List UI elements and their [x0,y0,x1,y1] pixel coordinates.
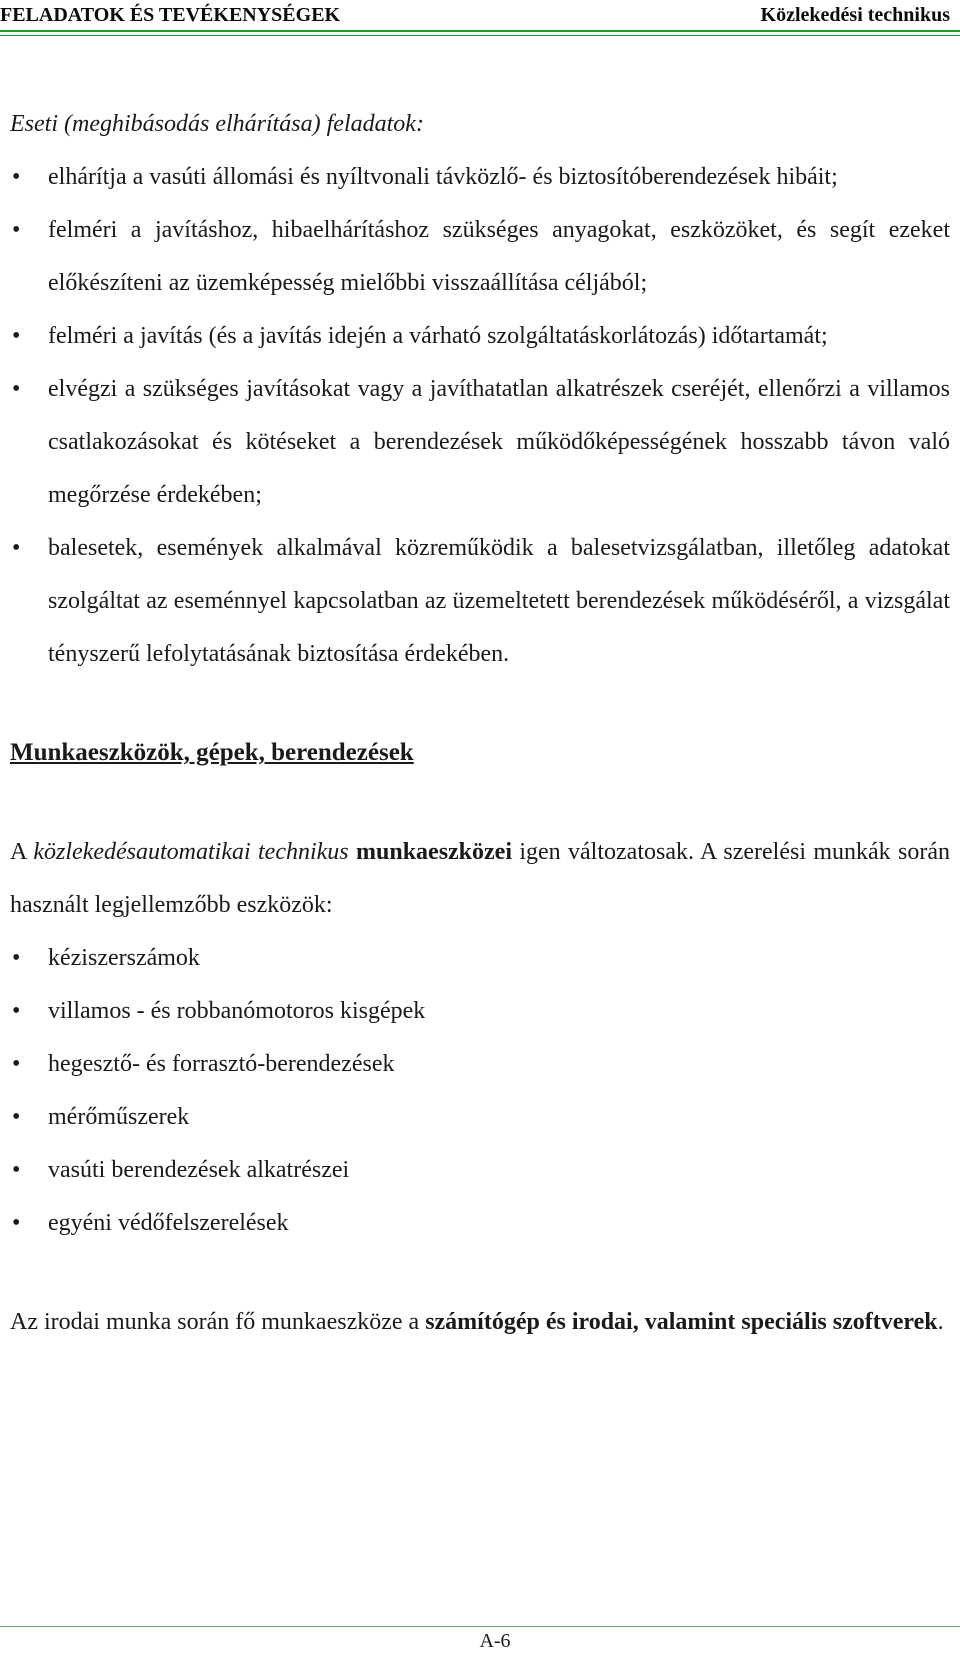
intro-italic: közlekedésautomatikai technikus [33,839,349,865]
list-item: • balesetek, események alkalmával közreműködik a balesetvizsgálatban, illetőleg adatokat szolgáltat az eseménnyel kapcsolatban az üzemeltetett berendezések működéséről, a vizsgálat tényszerű lefolytatásának biztosítása érdekében. [10,522,950,681]
intro-text-2 [349,839,356,865]
closing-paragraph [10,1296,950,1349]
list-item: • hegesztő- és forrasztó-berendezések [10,1038,950,1091]
section-heading: Munkaeszközök, gépek, berendezések [10,739,414,766]
list-item: • egyéni védőfelszerelések [10,1197,950,1250]
list-item: • villamos - és robbanómotoros kisgépek [10,985,950,1038]
task-list [10,151,950,681]
intro-paragraph [10,826,950,932]
page-body [10,98,950,1373]
list-item: • mérőműszerek [10,1091,950,1144]
header-chapter-title: FELADATOK ÉS TEVÉKENYSÉGEK [0,4,341,26]
list-item: • elhárítja a vasúti állomási és nyíltvonali távközlő- és biztosítóberendezések hibáit; [10,151,950,204]
section-title: Eseti (meghibásodás elhárítása) feladatok: [10,111,424,137]
page-number: A-6 [479,1630,511,1652]
tools-list [10,932,950,1250]
header-rule [0,30,960,32]
list-item: • felméri a javítás (és a javítás idején a várható szolgáltatáskorlátozás) időtartamát; [10,310,950,363]
intro-bold: munkaeszközei [356,839,512,865]
list-item: • vasúti berendezések alkatrészei [10,1144,950,1197]
header-document-title: Közlekedési technikus [760,4,950,26]
list-item: • elvégzi a szükséges javításokat vagy a javíthatatlan alkatrészek cseréjét, ellenőrzi a villamos csatlakozásokat és kötéseket a berendezések működőképességének hosszabb távon való megőrzése érdekében; [10,363,950,522]
list-item: • felméri a javításhoz, hibaelhárításhoz szükséges anyagokat, eszközöket, és segít ezeket előkészíteni az üzemképesség mielőbbi visszaállítása céljából; [10,204,950,310]
closing-text-2: . [937,1309,944,1335]
page-footer [0,1618,960,1658]
intro-text-1: A [10,839,34,865]
intro-text-3: igen változatosak. A szerelési munkák során használt legjellemzőbb eszközök: [10,839,951,918]
closing-bold: számítógép és irodai, valamint speciális szoftverek [425,1309,938,1335]
closing-text-1: Az irodai munka során fő munkaeszköze a [10,1309,426,1335]
header-rule-thin [0,35,960,36]
page-header [0,0,960,36]
list-item: • kéziszerszámok [10,932,950,985]
footer-rule [0,1626,960,1627]
